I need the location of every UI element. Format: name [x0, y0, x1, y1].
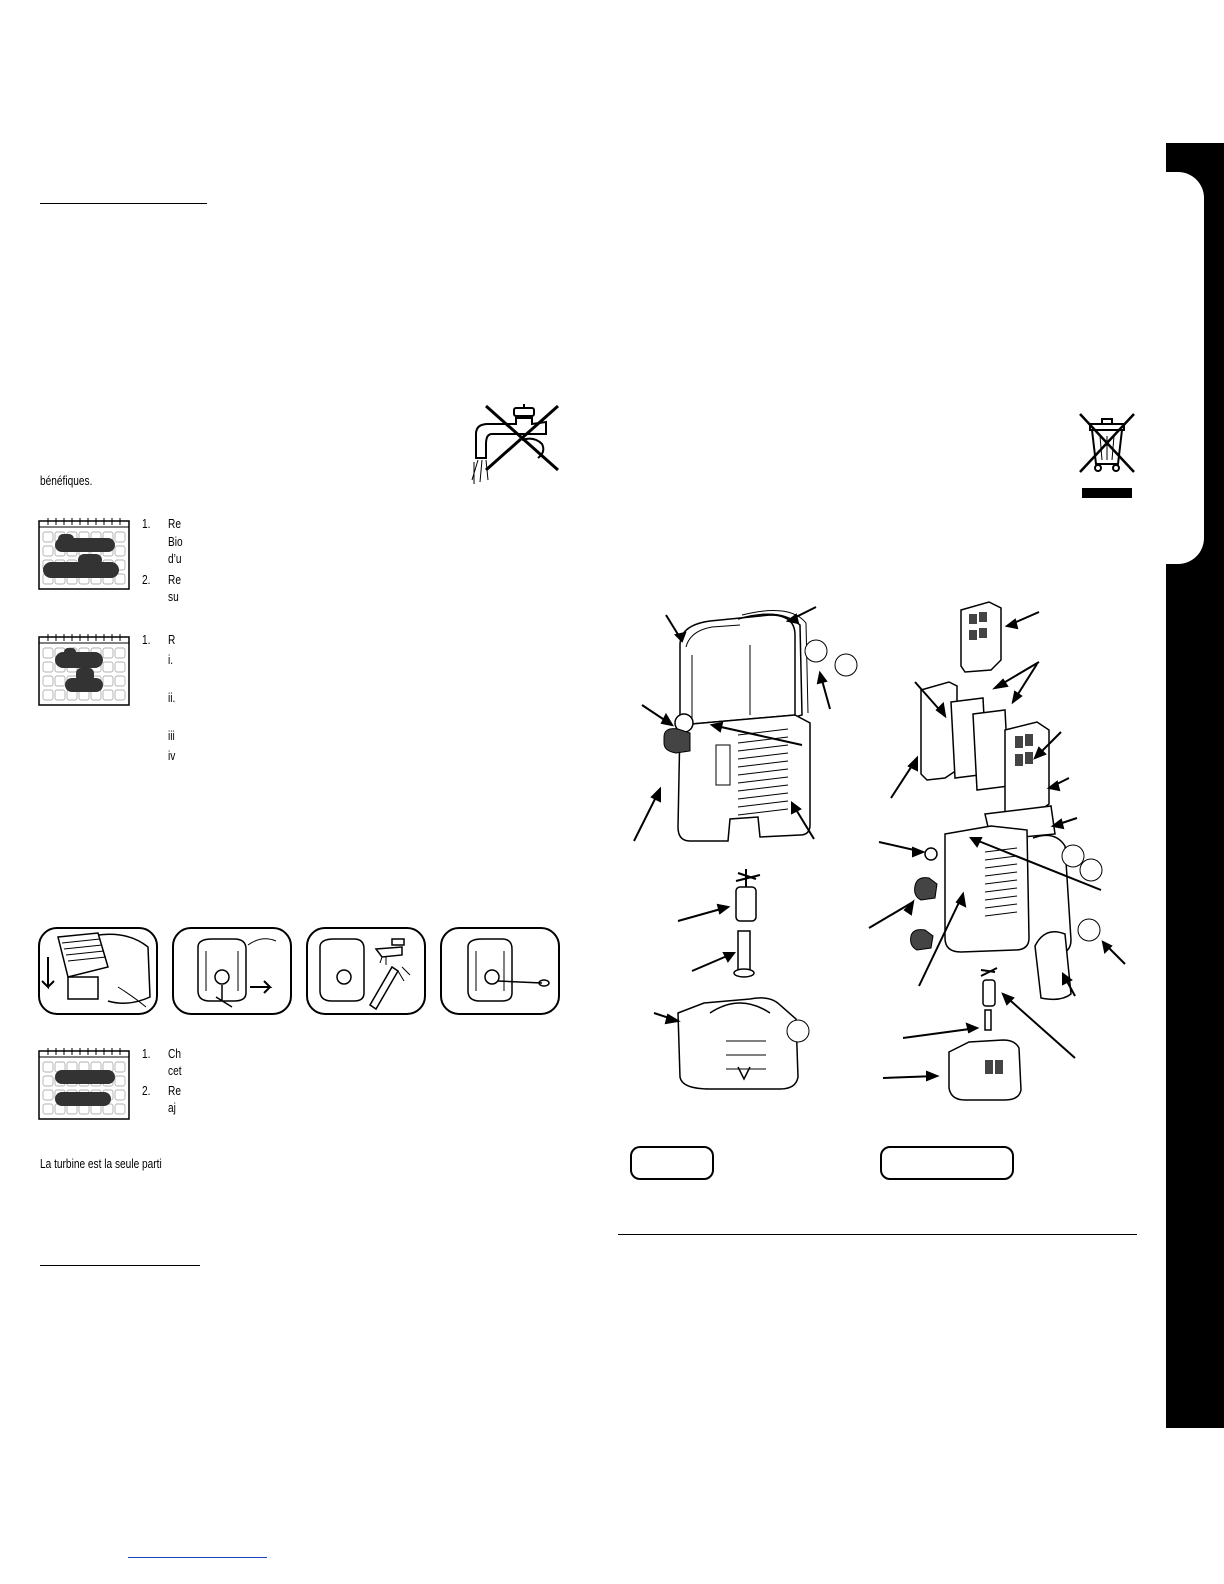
s2-num: 1. [142, 632, 151, 647]
crossed-out-bin-icon [1076, 410, 1140, 502]
calendar-icon [38, 634, 130, 706]
calendar-icon [38, 518, 130, 590]
s1-item2-line2: su [168, 589, 179, 604]
s2-sub-ii: ii. [168, 690, 176, 705]
exploded-view-filter-right [865, 590, 1140, 1120]
s1-item1-num: 1. [142, 516, 151, 531]
page-tab-inner [1166, 172, 1204, 564]
right-column-rule [618, 1234, 1137, 1235]
turbine-note: La turbine est la seule parti [40, 1156, 162, 1171]
step-illustration-4 [440, 927, 560, 1015]
s2-sub-iii: iii [168, 728, 175, 743]
s3-item1-num: 1. [142, 1046, 151, 1061]
s2-head: R [168, 632, 176, 647]
s2-sub-iv: iv [168, 748, 176, 763]
step-illustration-3 [306, 927, 426, 1015]
step-illustration-1 [38, 927, 158, 1015]
s3-item2-line2: aj [168, 1100, 176, 1115]
s1-item1-line3: d’u [168, 551, 182, 566]
s1-item2-num: 2. [142, 572, 151, 587]
label-box-right [880, 1146, 1014, 1180]
s1-item1-line1: Re [168, 516, 181, 531]
s1-item1-line2: Bio [168, 534, 183, 549]
exploded-view-filter-left [620, 595, 870, 1115]
step-illustration-2 [172, 927, 292, 1015]
s1-item2-line1: Re [168, 572, 181, 587]
label-box-left [630, 1146, 714, 1180]
s2-sub-i: i. [168, 652, 174, 667]
section-rule-bottom [40, 1265, 200, 1266]
calendar-icon [38, 1048, 130, 1120]
footer-link-rule[interactable] [128, 1557, 267, 1558]
no-tap-water-icon [462, 400, 566, 488]
s3-item2-num: 2. [142, 1083, 151, 1098]
s3-item2-line1: Re [168, 1083, 181, 1098]
s3-item1-line1: Ch [168, 1046, 181, 1061]
section-rule-top [40, 203, 207, 204]
benefiques-text: bénéfiques. [40, 473, 93, 488]
s3-item1-line2: cet [168, 1063, 182, 1078]
